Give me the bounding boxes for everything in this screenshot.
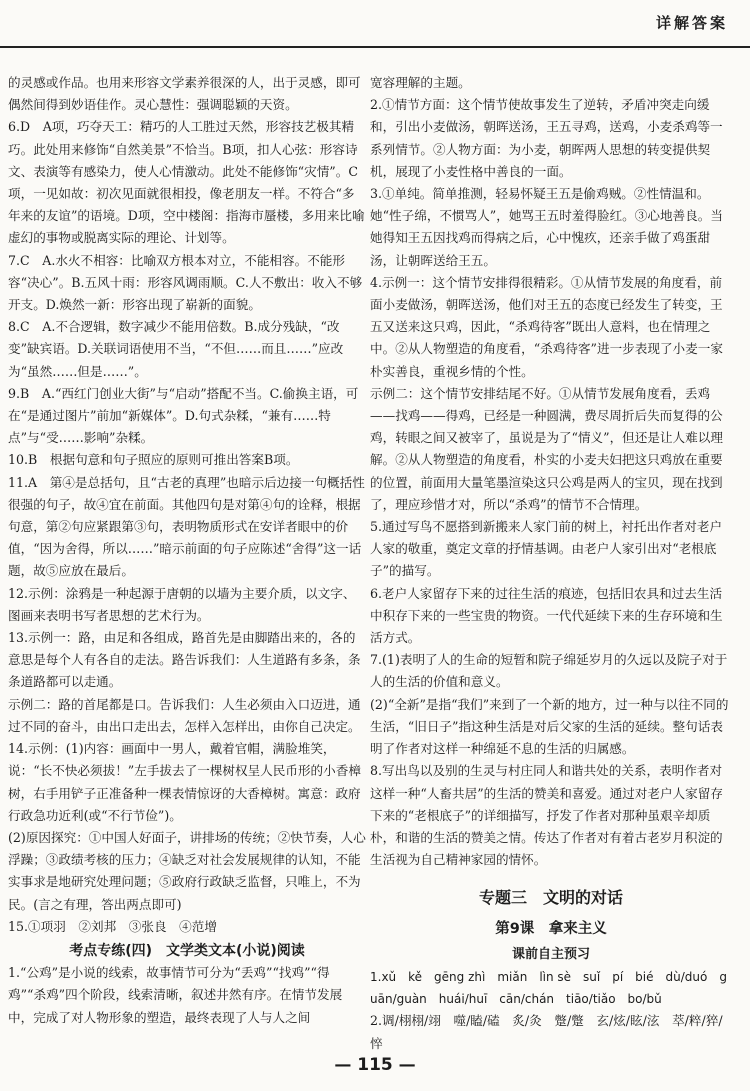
right-paragraph-4: 示例二：这个情节安排结尾不好。①从情节发展角度看，丢鸡——找鸡——得鸡，已经是一种圆满，费尽周折后失而复得的公鸡，转眼之间又被宰了，虽说是为了“情义”，但还是让人难以理解。②从人物塑造的角度看，朴实的小麦夫妇把这只鸡放在重要的位置，前面用大量笔墨渲染这只公鸡是两人的宝贝，现在找到了，理应珍惜才对，所以“杀鸡”的情节不合情理。 bbox=[370, 385, 723, 512]
left-tail-paragraph-0: 1.“公鸡”是小说的线索，故事情节可分为“丢鸡”“找鸡”“得鸡”“杀鸡”四个阶段，线索清晰，叙述井然有序。在情节发展中，完成了对人物形象的塑造，最终表现了人与人之间 bbox=[8, 965, 343, 1025]
right-paragraph-8: (2)“全新”是指“我们”来到了一个新的地方，过一种与以往不同的生活，“旧日子”指这种生活是对后父家的生活的延续。整句话表明了作者对这样一种绵延不息的生活的归属感。 bbox=[370, 696, 729, 757]
header-rule bbox=[0, 46, 750, 48]
left-paragraph-6: 11.A 第④是总括句，且“古老的真理”也暗示后边接一句概括性很强的句子，故④宜在前面。其他四句是对第④句的诠释，根据句意，第②句应紧跟第③句，表明物质形式在安详者眼中的价值，“因为舍得，所以……”暗示前面的句子应陈述“舍得”这一话题，故⑤应放在最后。 bbox=[8, 474, 365, 579]
left-column bbox=[8, 72, 366, 1029]
left-paragraph-11: (2)原因探究：①中国人好面子，讲排场的传统；②快节奏，人心浮躁；③政绩考核的压力；④缺乏对社会发展规律的认知，不能实事求是地研究处理问题；⑤政府行政缺乏监督，只唯上，不为民。(言之有理，答出两点即可) bbox=[8, 829, 366, 912]
left-paragraph-12: 15.①项羽 ②刘邦 ③张良 ④范增 bbox=[8, 918, 217, 934]
left-paragraph-0: 的灵感或作品。也用来形容文学素养很深的人，出于灵感，即可偶然间得到妙语佳作。灵心慧性：强调聪颖的天资。 bbox=[8, 75, 361, 113]
right-paragraph-0: 宽容理解的主题。 bbox=[370, 75, 471, 90]
right-paragraph-2: 3.①单纯。简单推测，轻易怀疑王五是偷鸡贼。②性情温和。她“性子绵，不惯骂人”，她骂王五时羞得脸红。③心地善良。当她得知王五因找鸡而得病之后，心中愧疚，还亲手做了鸡蛋甜汤，让朝晖送给王五。 bbox=[370, 186, 723, 268]
left-paragraph-10: 14.示例：(1)内容：画面中一男人，戴着官帽，满脸堆笑，说：“长不快必须拔！”左手拔去了一棵树权呈人民币形的小香樟树，右手用铲子正准备种一棵表情惊讶的大香樟树。寓意：政府行政急功近利(或“不行节俭”)。 bbox=[8, 741, 361, 823]
right-paragraph-3: 4.示例一：这个情节安排得很精彩。①从情节发展的角度看，前面小麦做汤，朝晖送汤，他们对王五的态度已经发生了转变，王五又送来这只鸡，因此，“杀鸡待客”既出人意料，也在情理之中。②从人物塑造的角度看，“杀鸡待客”进一步表现了小麦一家朴实善良，重视乡情的个性。 bbox=[370, 274, 723, 379]
right-paragraph-6: 6.老户人家留存下来的过往生活的痕迹，包括旧农具和过去生活中积存下来的一些宝贵的物资。一代代延续下来的生存环境和生活方式。 bbox=[370, 585, 723, 646]
left-paragraph-3: 8.C A.不合逻辑，数字减少不能用倍数。B.成分残缺，“改变”缺宾语。D.关联词语使用不当，“不但……而且……”应改为“虽然……但是……”。 bbox=[8, 319, 344, 379]
character-answers: 2.调/栩栩/翊 噬/瞌/磕 炙/灸 蹩/蹩 玄/炫/眩/泫 萃/粹/猝/悴 bbox=[370, 1013, 723, 1051]
left-paragraph-9: 示例二：路的首尾都是口。告诉我们：人生必须由入口迈进，通过不同的奋斗，由出口走出去，怎样入怎样出，由你自己决定。 bbox=[8, 696, 361, 734]
preview-subheading: 课前自主预习 bbox=[511, 946, 590, 962]
left-paragraph-7: 12.示例：涂鸦是一种起源于唐朝的以墙为主要介质，以文字、图画来表明书写者思想的艺术行为。 bbox=[8, 585, 356, 623]
right-paragraph-5: 5.通过写鸟不愿搭到新搬来人家门前的树上，衬托出作者对老户人家的敬重，奠定文章的抒情基调。由老户人家引出对“老根底子”的描写。 bbox=[370, 519, 723, 579]
left-paragraph-1: 6.D A项，巧夺天工：精巧的人工胜过天然，形容技艺极其精巧。此处用来修饰“自然美景”不恰当。B项，扣人心弦：形容诗文、表演等有感染力，使人心情激动。此处不能修饰“灾情”。C项，一见如故：初次见面就很相投，像老朋友一样。不符合“多年来的友谊”的语境。D项，空中楼阁：指海市蜃楼，多用来比喻虚幻的事物或脱离实际的理论、计划等。 bbox=[8, 119, 365, 246]
topic-heading: 专题三 文明的对话 bbox=[478, 888, 623, 908]
lesson-heading: 第9课 拿来主义 bbox=[495, 920, 607, 937]
right-paragraph-9: 8.写出鸟以及别的生灵与村庄同人和谐共处的关系，表明作者对这样一种“人畜共居”的生活的赞美和喜爱。通过对老户人家留存下来的“老根底子”的详细描写，抒发了作者对那种虽艰辛却质朴，和谐的生活的赞美之情。传达了作者对有着古老岁月积淀的生活视为自己精神家园的情怀。 bbox=[370, 763, 723, 868]
left-paragraph-8: 13.示例一：路，由足和各组成，路首先是由脚踏出来的，各的意思是每个人有各自的走法。路告诉我们：人生道路有多条，条条道路都可以走通。 bbox=[8, 630, 361, 690]
section-heading-fiction: 考点专练(四) 文学类文本(小说)阅读 bbox=[69, 942, 305, 959]
pinyin-answers: 1.xǔ kě gēng zhì miǎn lìn sè suǐ pí bié dù/duó guān/guàn huái/huī cān/chán tiāo/tiǎo bo/bǔ bbox=[370, 969, 727, 1007]
left-paragraph-4: 9.B A.“西红门创业大街”与“启动”搭配不当。C.偷换主语，可在“是通过图片”前加“新媒体”。D.句式杂糅，“兼有……特点”与“受……影响”杂糅。 bbox=[8, 385, 359, 446]
left-paragraph-2: 7.C A.水火不相容：比喻双方根本对立，不能相容。不能形容“决心”。B.五风十雨：形容风调雨顺。C.人不敷出：收入不够开支。D.焕然一新：形容出现了崭新的面貌。 bbox=[8, 252, 363, 313]
right-paragraph-7: 7.(1)表明了人的生命的短暂和院子绵延岁月的久远以及院子对于人的生活的价值和意义。 bbox=[370, 652, 728, 690]
page-header-title: 详解答案 bbox=[655, 14, 728, 32]
page-number: — 115 — bbox=[334, 1055, 416, 1075]
right-column bbox=[370, 72, 732, 1055]
right-paragraph-1: 2.①情节方面：这个情节使故事发生了逆转，矛盾冲突走向缓和，引出小麦做汤，朝晖送汤，王五寻鸡，送鸡，小麦杀鸡等一系列情节。②人物方面：为小麦，朝晖两人思想的转变提供契机，展现了小麦性格中善良的一面。 bbox=[370, 97, 723, 179]
left-paragraph-5: 10.B 根据句意和句子照应的原则可推出答案B项。 bbox=[8, 452, 299, 468]
